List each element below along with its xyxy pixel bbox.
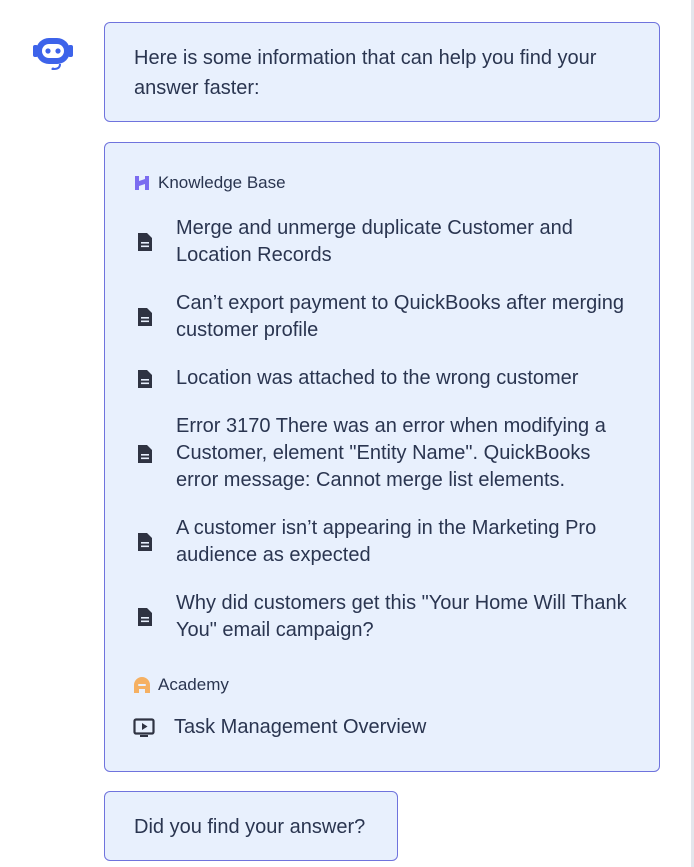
knowledge-base-label: Knowledge Base	[158, 173, 286, 192]
knowledge-base-logo-icon	[133, 174, 151, 192]
kb-article-label: Merge and unmerge duplicate Customer and Location Records	[176, 217, 573, 266]
document-icon	[137, 232, 153, 252]
kb-article-link[interactable]	[133, 215, 633, 269]
intro-message-bubble	[104, 22, 660, 122]
document-icon	[137, 607, 153, 627]
kb-article-link[interactable]	[133, 413, 633, 494]
intro-message-text: Here is some information that can help you find your answer faster:	[134, 47, 597, 99]
kb-article-label: A customer isn’t appearing in the Marketing Pro audience as expected	[176, 517, 597, 566]
academy-header	[133, 675, 229, 695]
kb-article-link[interactable]	[133, 590, 633, 644]
academy-course-label: Task Management Overview	[174, 716, 427, 738]
document-icon	[137, 532, 153, 552]
bot-avatar-icon	[30, 36, 76, 70]
kb-article-link[interactable]	[133, 515, 633, 569]
kb-article-label: Error 3170 There was an error when modifying a Customer, element "Entity Name". QuickBooks error message: Cannot merge list elements.	[176, 415, 606, 491]
kb-article-link[interactable]	[133, 290, 633, 344]
feedback-question-text: Did you find your answer?	[134, 816, 366, 838]
knowledge-base-header	[133, 173, 286, 193]
kb-article-link[interactable]	[133, 365, 633, 392]
academy-logo-icon	[133, 676, 151, 694]
academy-course-link[interactable]	[133, 714, 633, 741]
academy-label: Academy	[158, 675, 229, 694]
document-icon	[137, 369, 153, 389]
kb-article-label: Why did customers get this "Your Home Will Thank You" email campaign?	[176, 592, 627, 641]
feedback-question-bubble[interactable]	[104, 791, 398, 861]
kb-article-label: Location was attached to the wrong customer	[176, 367, 579, 389]
document-icon	[137, 444, 153, 464]
search-results-bubble	[104, 142, 660, 772]
document-icon	[137, 307, 153, 327]
video-play-icon	[133, 718, 155, 738]
kb-article-label: Can’t export payment to QuickBooks after merging customer profile	[176, 292, 624, 341]
